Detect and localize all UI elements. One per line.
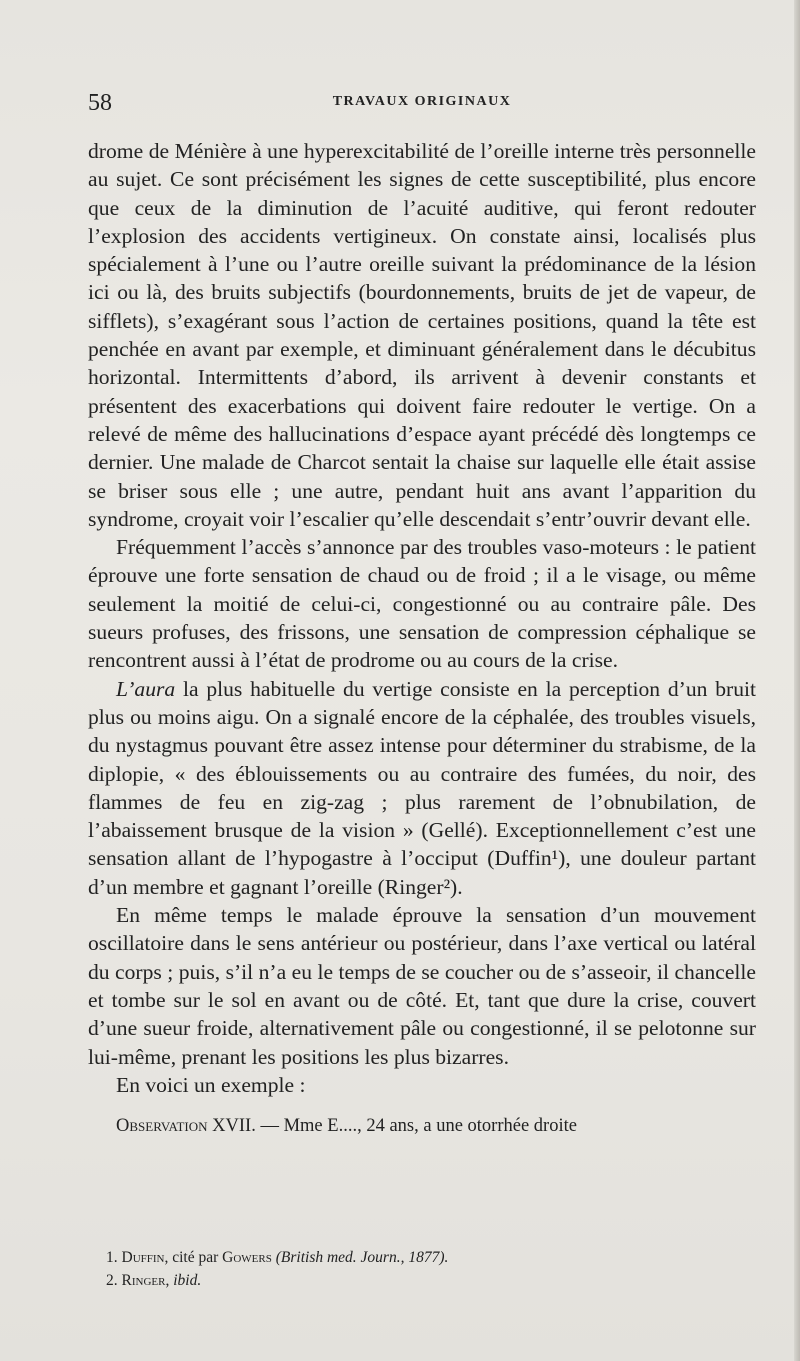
footnote-1 xyxy=(106,1246,746,1269)
footnote-2-marker: 2. xyxy=(106,1272,118,1289)
paragraph-5: En voici un exemple : xyxy=(116,1072,306,1097)
footnote-1-source: (British med. Journ., 1877). xyxy=(275,1249,449,1266)
paragraph-3 xyxy=(88,675,756,901)
page-number: 58 xyxy=(88,90,112,116)
footnote-1-author2: Gowers xyxy=(222,1249,272,1266)
running-title: TRAVAUX ORIGINAUX xyxy=(332,94,512,109)
page-header xyxy=(88,90,756,124)
paragraph-1: drome de Ménière à une hyperexcitabilité de l’oreille interne très personnelle au sujet. Ce sont précisément les signes de cette susceptibilité, plus encore que ceux de la diminution de l’acuité auditive, qui feront redouter l’explosion des accidents vertigineux. On constate ainsi, localisés plus spécialement à l’une ou l’autre oreille suivant la prédominance de la lésion ici ou là, des bruits subjectifs (bourdonnements, bruits de jet de vapeur, de sifflets), s’exagérant sous l’action de certaines positions, quand la tête est penchée en avant par exemple, et diminuant généralement dans le décubitus horizontal. Intermittents d’abord, ils arrivent à devenir constants et présentent des exacerbations qui doivent faire redouter le vertige. On a relevé de même des hallucinations d’espace ayant précédé dès longtemps ce dernier. Une malade de Charcot sentait la chaise sur laquelle elle était assise se briser sous elle ; une autre, pendant huit ans avant l’apparition du syndrome, croyait voir l’escalier qu’elle descendait s’entr’ouvrir devant elle. xyxy=(88,139,756,531)
page-edge-shadow xyxy=(794,0,800,1361)
observation-text: — Mme E...., 24 ans, a une otorrhée droite xyxy=(255,1116,577,1137)
observation-line xyxy=(88,1113,756,1139)
paragraph-2: Fréquemment l’accès s’annonce par des troubles vaso-moteurs : le patient éprouve une forte sensation de chaud ou de froid ; il a le visage, ou même seulement la moitié de celui-ci, congestionné ou au contraire pâle. Des sueurs profuses, des frissons, une sensation de compression céphalique se rencontrent aussi à l’état de prodrome ou au cours de la crise. xyxy=(88,535,756,673)
paragraph-4: En même temps le malade éprouve la sensation d’un mouvement oscillatoire dans le sens antérieur ou postérieur, dans l’axe vertical ou latéral du corps ; puis, s’il n’a eu le temps de se coucher ou de s’asseoir, il chancelle et tombe sur le sol en avant ou de côté. Et, tant que dure la crise, couvert d’une sueur froide, alternativement pâle ou congestionné, il se pelotonne sur lui-même, prenant les positions les plus bizarres. xyxy=(88,903,756,1069)
footnote-2-source: ibid. xyxy=(173,1272,202,1289)
footnote-1-marker: 1. xyxy=(106,1249,118,1266)
footnote-2-text: , xyxy=(165,1272,174,1289)
footnote-1-author: Duffin xyxy=(121,1249,165,1266)
footnotes xyxy=(106,1246,746,1292)
observation-label: Observation XVII. xyxy=(116,1116,256,1137)
footnote-2 xyxy=(106,1269,746,1292)
body-text xyxy=(88,137,756,1139)
paragraph-3-text: la plus habituelle du vertige consiste en la perception d’un bruit plus ou moins aigu. On a signalé encore de la céphalée, des troubles visuels, du nystagmus pouvant être assez intense pour déterminer du strabisme, de la diplopie, « des éblouissements ou au contraire des fumées, du noir, des flammes de feu en zig-zag ; plus rarement de l’obnubilation, de l’abaissement brusque de la vision » (Gellé). Exceptionnellement c’est une sensation allant de l’hypogastre à l’occiput (Duffin¹), une douleur partant d’un membre et gagnant l’oreille (Ringer²). xyxy=(88,676,757,899)
footnote-2-author: Ringer xyxy=(121,1272,166,1289)
aura-lead: L’aura xyxy=(116,676,176,701)
footnote-1-text: , cité par xyxy=(164,1249,223,1266)
